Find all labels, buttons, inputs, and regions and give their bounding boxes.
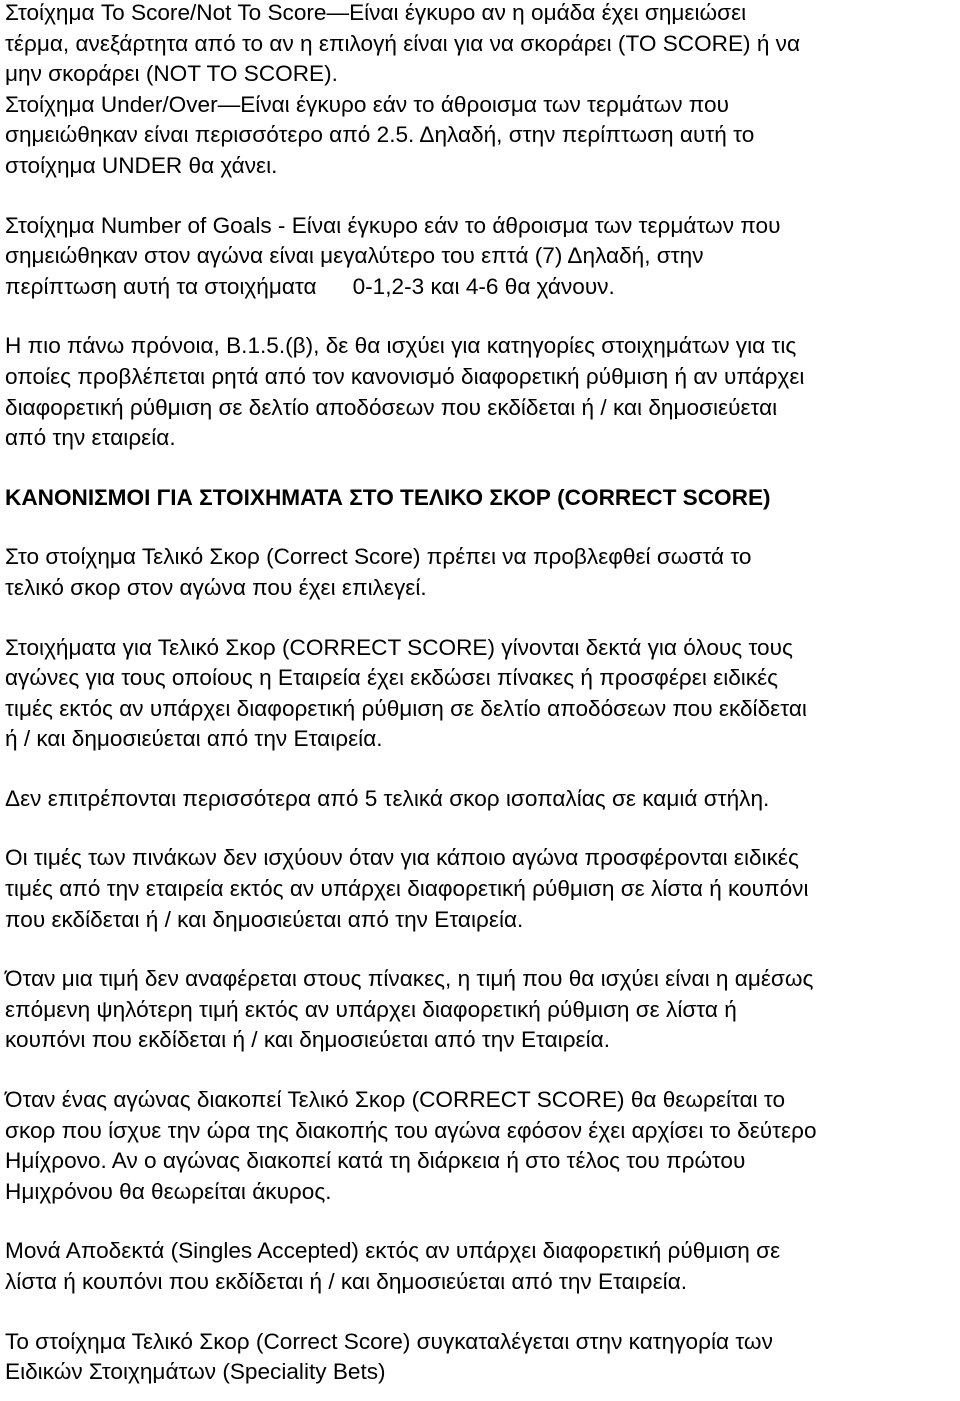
heading-text: ΚΑΝΟΝΙΣΜΟΙ ΓΙΑ ΣΤΟΙΧΗΜΑΤΑ ΣΤΟ ΤΕΛΙΚΟ ΣΚΟΡ (CORRECT SCORE) [5, 484, 771, 510]
text-line: Όταν μια τιμή δεν αναφέρεται στους πίνακες, η τιμή που θα ισχύει είναι η αμέσως [5, 966, 814, 992]
text-line: ή / και δημοσιεύεται από την Εταιρεία. [5, 726, 383, 752]
text-line: διαφορετική ρύθμιση σε δελτίο αποδόσεων που εκδίδεται ή / και δημοσιεύεται [5, 394, 778, 420]
text-line: Στοίχημα Number of Goals - Είναι έγκυρο εάν το άθροισμα των τερμάτων που [5, 212, 781, 238]
paragraph-correct-score-intro [5, 542, 957, 603]
text-fragment: περίπτωση αυτή τα στοιχήματα [5, 273, 317, 299]
text-line: Το στοίχημα Τελικό Σκορ (Correct Score) συγκαταλέγεται στην κατηγορία των [5, 1328, 773, 1354]
text-line: τέρμα, ανεξάρτητα από το αν η επιλογή είναι για να σκοράρει (TO SCORE) ή να [5, 30, 801, 56]
paragraph-score-under-over [5, 0, 957, 182]
paragraph-correct-score-acceptance [5, 633, 957, 755]
paragraph-draw-limit [5, 784, 957, 815]
text-line: σημειώθηκαν στον αγώνα είναι μεγαλύτερο του επτά (7) Δηλαδή, στην [5, 243, 704, 269]
text-line: Στο στοίχημα Τελικό Σκορ (Correct Score) πρέπει να προβλεφθεί σωστά το [5, 544, 752, 570]
text-fragment: 0-1,2-3 και 4-6 θα χάνουν. [352, 273, 615, 299]
text-line: Όταν ένας αγώνας διακοπεί Τελικό Σκορ (CORRECT SCORE) θα θεωρείται το [5, 1087, 786, 1113]
paragraph-speciality-bets [5, 1327, 957, 1388]
text-line: Οι τιμές των πινάκων δεν ισχύουν όταν για κάποιο αγώνα προσφέρονται ειδικές [5, 845, 799, 871]
paragraph-singles-accepted [5, 1236, 957, 1297]
paragraph-number-of-goals [5, 211, 957, 303]
text-line: Στοίχημα Under/Over—Είναι έγκυρο εάν το άθροισμα των τερμάτων που [5, 91, 729, 117]
text-line: τιμές εκτός αν υπάρχει διαφορετική ρύθμιση σε δελτίο αποδόσεων που εκδίδεται [5, 695, 807, 721]
text-line: αγώνες για τους οποίους η Εταιρεία έχει εκδώσει πίνακες ή προσφέρει ειδικές [5, 665, 779, 691]
text-line: σκορ που ίσχυε την ώρα της διακοπής του αγώνα εφόσον έχει αρχίσει το δεύτερο [5, 1117, 817, 1143]
text-line: Ημιχρόνου θα θεωρείται άκυρος. [5, 1178, 332, 1204]
paragraph-interrupted-match [5, 1085, 957, 1207]
text-line: τιμές από την εταιρεία εκτός αν υπάρχει διαφορετική ρύθμιση σε λίστα ή κουπόνι [5, 876, 809, 902]
text-line: Δεν επιτρέπονται περισσότερα από 5 τελικά σκορ ισοπαλίας σε καμιά στήλη. [5, 785, 770, 811]
text-line: οποίες προβλέπεται ρητά από τον κανονισμό διαφορετική ρύθμιση ή αν υπάρχει [5, 363, 805, 389]
text-line: που εκδίδεται ή / και δημοσιεύεται από την Εταιρεία. [5, 906, 524, 932]
paragraph-table-prices [5, 843, 957, 935]
text-line: τελικό σκορ στον αγώνα που έχει επιλεγεί. [5, 574, 427, 600]
paragraph-provision [5, 331, 957, 453]
text-line: λίστα ή κουπόνι που εκδίδεται ή / και δημοσιεύεται από την Εταιρεία. [5, 1269, 688, 1294]
text-line: Στοίχημα To Score/Not To Score—Είναι έγκυρο αν η ομάδα έχει σημειώσει [5, 0, 747, 25]
paragraph-missing-price [5, 964, 957, 1056]
text-line: από την εταιρεία. [5, 425, 176, 451]
text-line: κουπόνι που εκδίδεται ή / και δημοσιεύεται από την Εταιρεία. [5, 1027, 610, 1053]
text-line [5, 272, 957, 303]
text-line: στοίχημα UNDER θα χάνει. [5, 152, 278, 178]
section-heading [5, 483, 957, 514]
document-page [5, 0, 957, 1388]
text-line: Στοιχήματα για Τελικό Σκορ (CORRECT SCORE) γίνονται δεκτά για όλους τους [5, 634, 793, 660]
text-line: σημειώθηκαν είναι περισσότερο από 2.5. Δηλαδή, στην περίπτωση αυτή το [5, 122, 755, 148]
text-line: Η πιο πάνω πρόνοια, Β.1.5.(β), δε θα ισχύει για κατηγορίες στοιχημάτων για τις [5, 333, 797, 359]
text-line: μην σκοράρει (NOT TO SCORE). [5, 61, 338, 87]
text-line: Μονά Αποδεκτά (Singles Accepted) εκτός αν υπάρχει διαφορετική ρύθμιση σε [5, 1238, 781, 1264]
text-line: επόμενη ψηλότερη τιμή εκτός αν υπάρχει διαφορετική ρύθμιση σε λίστα ή [5, 996, 737, 1022]
text-line: Ημίχρονο. Αν ο αγώνας διακοπεί κατά τη διάρκεια ή στο τέλος του πρώτου [5, 1148, 746, 1174]
text-line: Ειδικών Στοιχημάτων (Speciality Bets) [5, 1359, 386, 1385]
